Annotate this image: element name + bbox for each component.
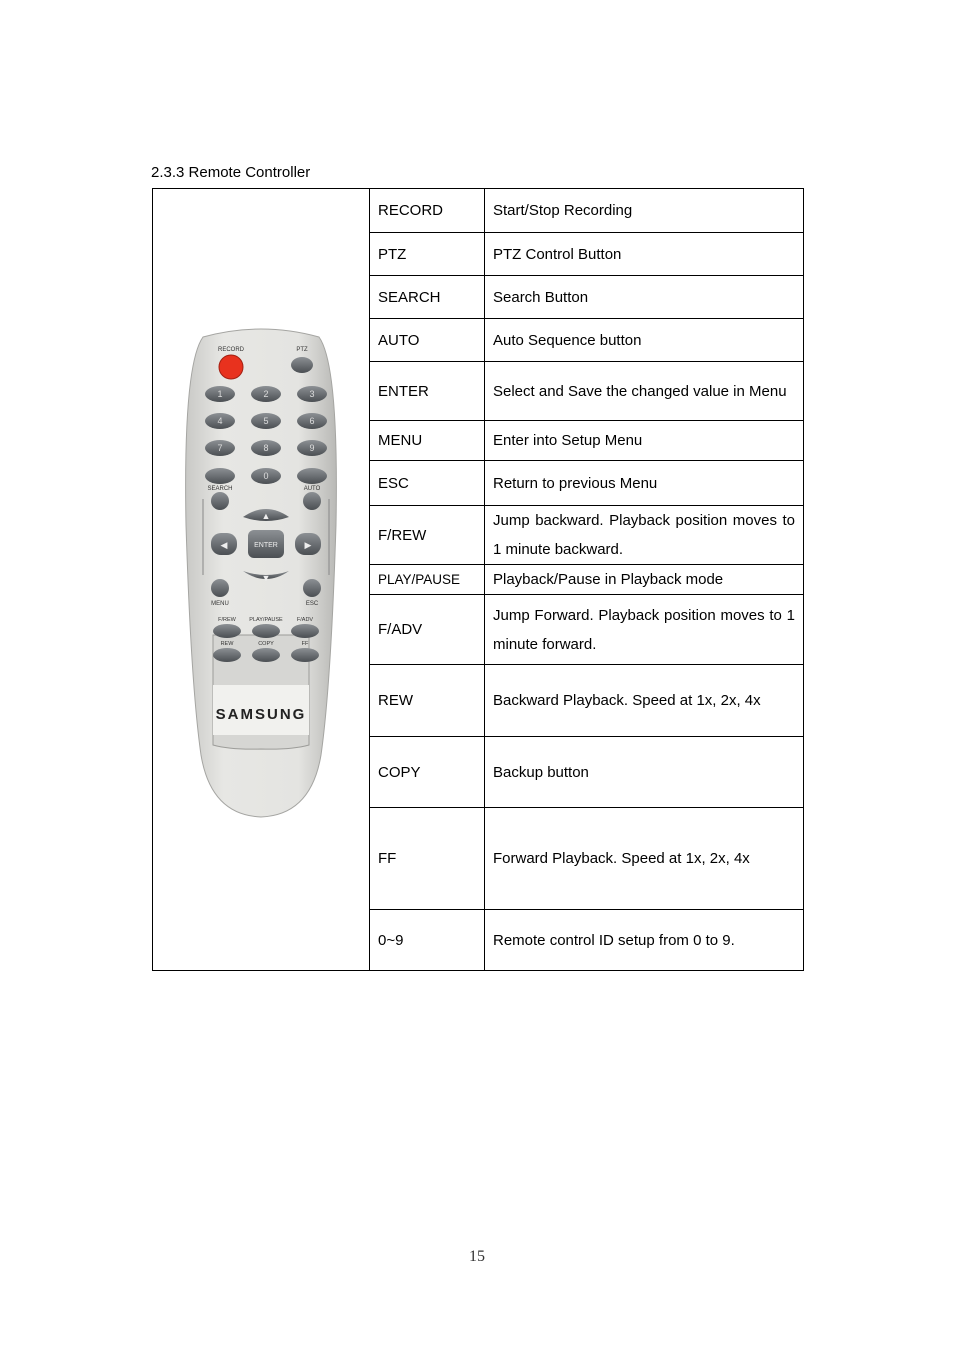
fadv-button: [291, 624, 319, 638]
row-description: Start/Stop Recording: [485, 189, 804, 233]
menu-label: MENU: [211, 600, 229, 607]
svg-text:6: 6: [309, 415, 315, 426]
svg-text:5: 5: [263, 415, 269, 426]
remote-controller-illustration: [181, 325, 341, 825]
row-key: F/REW: [370, 506, 485, 565]
svg-text:◀: ◀: [220, 539, 228, 550]
fadv-label: F/ADV: [296, 616, 314, 623]
row-key: AUTO: [370, 319, 485, 362]
svg-text:0: 0: [263, 470, 269, 481]
row-description: Backward Playback. Speed at 1x, 2x, 4x: [485, 665, 804, 737]
playpause-label: PLAY/PAUSE: [249, 616, 283, 623]
row-key: RECORD: [370, 189, 485, 233]
row-description: Remote control ID setup from 0 to 9.: [485, 910, 804, 971]
section-title: 2.3.3 Remote Controller: [151, 164, 311, 181]
row-description: Playback/Pause in Playback mode: [485, 565, 804, 595]
row-description: Jump Forward. Playback position moves to 1 minute forward.: [485, 595, 804, 665]
auto-button: [303, 492, 321, 510]
svg-text:3: 3: [309, 388, 315, 399]
esc-button: [303, 579, 321, 597]
playpause-button: [252, 624, 280, 638]
enter-label: ENTER: [254, 541, 278, 549]
svg-text:2: 2: [263, 388, 269, 399]
row-description: Enter into Setup Menu: [485, 421, 804, 461]
row-key: F/ADV: [370, 595, 485, 665]
ff-button: [291, 648, 319, 662]
page-number: 15: [469, 1248, 485, 1265]
remote-brand: SAMSUNG: [215, 705, 307, 723]
copy-button: [252, 648, 280, 662]
esc-label: ESC: [305, 600, 319, 607]
svg-text:8: 8: [263, 442, 269, 453]
table-row: [153, 189, 804, 233]
svg-text:9: 9: [309, 442, 315, 453]
svg-text:4: 4: [217, 415, 223, 426]
record-button: [219, 355, 243, 379]
row-key: ENTER: [370, 362, 485, 421]
row-description: Search Button: [485, 276, 804, 319]
blank-button: [205, 468, 235, 484]
row-key: MENU: [370, 421, 485, 461]
row-description: Forward Playback. Speed at 1x, 2x, 4x: [485, 808, 804, 910]
ptz-label: PTZ: [296, 346, 308, 353]
row-key: 0~9: [370, 910, 485, 971]
auto-label: AUTO: [303, 485, 321, 492]
search-button: [211, 492, 229, 510]
remote-button-table: [152, 188, 804, 971]
frew-button: [213, 624, 241, 638]
svg-text:▶: ▶: [304, 539, 312, 550]
row-description: PTZ Control Button: [485, 233, 804, 276]
svg-text:7: 7: [217, 442, 223, 453]
rew-label: REW: [220, 640, 234, 647]
menu-button: [211, 579, 229, 597]
row-description: Backup button: [485, 737, 804, 808]
blank-button: [297, 468, 327, 484]
row-description: Auto Sequence button: [485, 319, 804, 362]
rew-button: [213, 648, 241, 662]
frew-label: F/REW: [218, 616, 236, 623]
remote-image-cell: [153, 189, 370, 971]
svg-text:1: 1: [217, 388, 223, 399]
row-key: PTZ: [370, 233, 485, 276]
copy-label: COPY: [258, 640, 274, 647]
row-description: Return to previous Menu: [485, 461, 804, 506]
row-key: COPY: [370, 737, 485, 808]
search-label: SEARCH: [207, 485, 233, 492]
row-description: Select and Save the changed value in Menu: [485, 362, 804, 421]
row-description: Jump backward. Playback position moves to 1 minute backward.: [485, 506, 804, 565]
ptz-button: [291, 357, 313, 373]
row-key: SEARCH: [370, 276, 485, 319]
svg-text:▼: ▼: [261, 572, 271, 583]
row-key: REW: [370, 665, 485, 737]
row-key: PLAY/PAUSE: [370, 565, 485, 595]
row-key: FF: [370, 808, 485, 910]
ff-label: FF: [301, 640, 309, 647]
record-label: RECORD: [217, 346, 245, 353]
row-key: ESC: [370, 461, 485, 506]
svg-text:▲: ▲: [261, 510, 271, 521]
